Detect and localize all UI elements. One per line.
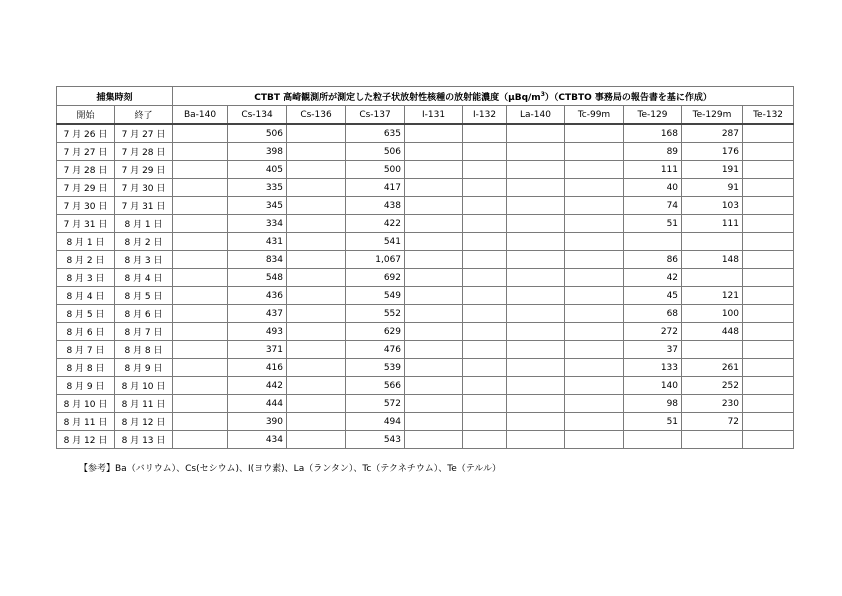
start-date-cell: 7 月 27 日 bbox=[57, 143, 115, 161]
value-cell bbox=[287, 431, 346, 449]
value-cell: 431 bbox=[228, 233, 287, 251]
value-cell: 494 bbox=[346, 413, 405, 431]
value-cell: 51 bbox=[624, 413, 682, 431]
value-cell: 416 bbox=[228, 359, 287, 377]
value-cell: 572 bbox=[346, 395, 405, 413]
value-cell: 422 bbox=[346, 215, 405, 233]
header-row-1 bbox=[57, 87, 794, 106]
value-cell bbox=[173, 305, 228, 323]
end-date-cell: 8 月 12 日 bbox=[115, 413, 173, 431]
value-cell: 140 bbox=[624, 377, 682, 395]
value-cell bbox=[743, 287, 794, 305]
table-row bbox=[57, 305, 794, 323]
table-row bbox=[57, 161, 794, 179]
value-cell bbox=[565, 233, 624, 251]
value-cell bbox=[287, 179, 346, 197]
table-body bbox=[57, 124, 794, 449]
column-header: Cs-137 bbox=[346, 106, 405, 125]
value-cell: 148 bbox=[682, 251, 743, 269]
value-cell bbox=[624, 233, 682, 251]
value-cell bbox=[507, 143, 565, 161]
value-cell bbox=[682, 233, 743, 251]
value-cell bbox=[743, 341, 794, 359]
value-cell: 68 bbox=[624, 305, 682, 323]
value-cell bbox=[405, 233, 463, 251]
value-cell bbox=[507, 197, 565, 215]
value-cell bbox=[507, 251, 565, 269]
value-cell bbox=[287, 161, 346, 179]
value-cell: 405 bbox=[228, 161, 287, 179]
value-cell bbox=[405, 323, 463, 341]
end-date-cell: 8 月 3 日 bbox=[115, 251, 173, 269]
end-date-cell: 8 月 8 日 bbox=[115, 341, 173, 359]
value-cell bbox=[287, 377, 346, 395]
value-cell bbox=[405, 124, 463, 143]
table-row bbox=[57, 377, 794, 395]
value-cell: 168 bbox=[624, 124, 682, 143]
value-cell bbox=[287, 413, 346, 431]
value-cell bbox=[173, 233, 228, 251]
start-date-cell: 8 月 2 日 bbox=[57, 251, 115, 269]
value-cell bbox=[463, 377, 507, 395]
value-cell bbox=[507, 124, 565, 143]
value-cell bbox=[565, 305, 624, 323]
value-cell bbox=[173, 251, 228, 269]
value-cell: 500 bbox=[346, 161, 405, 179]
value-cell: 548 bbox=[228, 269, 287, 287]
end-date-cell: 8 月 6 日 bbox=[115, 305, 173, 323]
value-cell bbox=[287, 143, 346, 161]
value-cell bbox=[507, 341, 565, 359]
value-cell: 287 bbox=[682, 124, 743, 143]
value-cell bbox=[743, 269, 794, 287]
end-header: 終了 bbox=[115, 106, 173, 125]
table-row bbox=[57, 395, 794, 413]
value-cell: 191 bbox=[682, 161, 743, 179]
value-cell bbox=[173, 143, 228, 161]
value-cell bbox=[173, 179, 228, 197]
value-cell: 493 bbox=[228, 323, 287, 341]
value-cell bbox=[565, 197, 624, 215]
reference-note: 【参考】Ba（バリウム）、Cs(セシウム)、I(ヨウ素)、La（ランタン）、Tc（テクネチウム）、Te（テルル） bbox=[79, 464, 502, 474]
start-date-cell: 7 月 26 日 bbox=[57, 124, 115, 143]
value-cell bbox=[565, 377, 624, 395]
value-cell bbox=[463, 431, 507, 449]
value-cell bbox=[287, 269, 346, 287]
value-cell bbox=[173, 287, 228, 305]
value-cell bbox=[287, 251, 346, 269]
start-date-cell: 8 月 12 日 bbox=[57, 431, 115, 449]
value-cell bbox=[405, 395, 463, 413]
value-cell: 111 bbox=[624, 161, 682, 179]
value-cell bbox=[743, 215, 794, 233]
value-cell bbox=[287, 215, 346, 233]
value-cell: 444 bbox=[228, 395, 287, 413]
value-cell: 121 bbox=[682, 287, 743, 305]
value-cell: 133 bbox=[624, 359, 682, 377]
start-date-cell: 8 月 11 日 bbox=[57, 413, 115, 431]
table-row bbox=[57, 179, 794, 197]
value-cell bbox=[743, 431, 794, 449]
value-cell bbox=[173, 323, 228, 341]
value-cell bbox=[743, 251, 794, 269]
value-cell bbox=[173, 377, 228, 395]
value-cell bbox=[405, 359, 463, 377]
start-header: 開始 bbox=[57, 106, 115, 125]
table-row bbox=[57, 215, 794, 233]
value-cell bbox=[287, 197, 346, 215]
value-cell: 230 bbox=[682, 395, 743, 413]
value-cell bbox=[565, 143, 624, 161]
value-cell: 51 bbox=[624, 215, 682, 233]
value-cell bbox=[565, 251, 624, 269]
column-header: Cs-134 bbox=[228, 106, 287, 125]
value-cell bbox=[565, 269, 624, 287]
time-group-header: 捕集時刻 bbox=[57, 87, 173, 106]
value-cell bbox=[173, 161, 228, 179]
radioactivity-table bbox=[56, 86, 794, 449]
value-cell bbox=[743, 124, 794, 143]
value-cell bbox=[463, 143, 507, 161]
table-title: CTBT 高崎観測所が測定した粒子状放射性核種の放射能濃度$(\mu Bq/m^3)(CTBTO$ 事務局の報告書を基に作成） bbox=[173, 87, 794, 106]
value-cell bbox=[173, 395, 228, 413]
value-cell: 541 bbox=[346, 233, 405, 251]
value-cell bbox=[287, 233, 346, 251]
value-cell bbox=[507, 269, 565, 287]
value-cell: 176 bbox=[682, 143, 743, 161]
end-date-cell: 8 月 10 日 bbox=[115, 377, 173, 395]
value-cell bbox=[287, 359, 346, 377]
value-cell bbox=[565, 395, 624, 413]
end-date-cell: 8 月 1 日 bbox=[115, 215, 173, 233]
value-cell: 566 bbox=[346, 377, 405, 395]
value-cell bbox=[405, 413, 463, 431]
value-cell: 252 bbox=[682, 377, 743, 395]
end-date-cell: 8 月 5 日 bbox=[115, 287, 173, 305]
end-date-cell: 7 月 29 日 bbox=[115, 161, 173, 179]
value-cell bbox=[463, 287, 507, 305]
start-date-cell: 8 月 6 日 bbox=[57, 323, 115, 341]
value-cell bbox=[173, 359, 228, 377]
column-header: Te-129 bbox=[624, 106, 682, 125]
value-cell bbox=[463, 233, 507, 251]
value-cell bbox=[173, 197, 228, 215]
value-cell bbox=[565, 124, 624, 143]
value-cell bbox=[565, 161, 624, 179]
start-date-cell: 8 月 9 日 bbox=[57, 377, 115, 395]
end-date-cell: 7 月 30 日 bbox=[115, 179, 173, 197]
value-cell: 1,067 bbox=[346, 251, 405, 269]
value-cell bbox=[173, 341, 228, 359]
value-cell bbox=[463, 359, 507, 377]
value-cell: 111 bbox=[682, 215, 743, 233]
table-row bbox=[57, 197, 794, 215]
value-cell bbox=[743, 161, 794, 179]
value-cell bbox=[463, 179, 507, 197]
value-cell bbox=[743, 359, 794, 377]
value-cell bbox=[287, 124, 346, 143]
column-header: Te-129m bbox=[682, 106, 743, 125]
value-cell: 476 bbox=[346, 341, 405, 359]
table-row bbox=[57, 413, 794, 431]
start-date-cell: 8 月 10 日 bbox=[57, 395, 115, 413]
value-cell bbox=[405, 161, 463, 179]
value-cell bbox=[743, 197, 794, 215]
value-cell: 398 bbox=[228, 143, 287, 161]
value-cell bbox=[405, 341, 463, 359]
value-cell bbox=[507, 431, 565, 449]
start-date-cell: 8 月 8 日 bbox=[57, 359, 115, 377]
value-cell bbox=[743, 377, 794, 395]
table-row bbox=[57, 124, 794, 143]
value-cell bbox=[287, 395, 346, 413]
value-cell: 371 bbox=[228, 341, 287, 359]
value-cell bbox=[405, 251, 463, 269]
value-cell: 442 bbox=[228, 377, 287, 395]
value-cell bbox=[463, 161, 507, 179]
value-cell bbox=[743, 179, 794, 197]
value-cell bbox=[507, 323, 565, 341]
column-header: Te-132 bbox=[743, 106, 794, 125]
value-cell bbox=[463, 323, 507, 341]
value-cell bbox=[405, 215, 463, 233]
end-date-cell: 8 月 4 日 bbox=[115, 269, 173, 287]
value-cell bbox=[173, 413, 228, 431]
start-date-cell: 8 月 3 日 bbox=[57, 269, 115, 287]
value-cell: 91 bbox=[682, 179, 743, 197]
value-cell bbox=[463, 197, 507, 215]
column-header: I-131 bbox=[405, 106, 463, 125]
value-cell: 539 bbox=[346, 359, 405, 377]
end-date-cell: 8 月 9 日 bbox=[115, 359, 173, 377]
value-cell: 438 bbox=[346, 197, 405, 215]
value-cell bbox=[287, 287, 346, 305]
value-cell bbox=[405, 143, 463, 161]
value-cell bbox=[682, 431, 743, 449]
value-cell bbox=[405, 431, 463, 449]
table-row bbox=[57, 359, 794, 377]
table-row bbox=[57, 341, 794, 359]
end-date-cell: 8 月 7 日 bbox=[115, 323, 173, 341]
value-cell: 448 bbox=[682, 323, 743, 341]
value-cell bbox=[682, 341, 743, 359]
value-cell: 543 bbox=[346, 431, 405, 449]
value-cell bbox=[173, 431, 228, 449]
value-cell: 72 bbox=[682, 413, 743, 431]
end-date-cell: 7 月 27 日 bbox=[115, 124, 173, 143]
value-cell bbox=[405, 197, 463, 215]
value-cell bbox=[743, 395, 794, 413]
value-cell: 37 bbox=[624, 341, 682, 359]
value-cell bbox=[405, 179, 463, 197]
value-cell: 552 bbox=[346, 305, 405, 323]
table-row bbox=[57, 287, 794, 305]
value-cell: 834 bbox=[228, 251, 287, 269]
value-cell bbox=[463, 413, 507, 431]
table-row bbox=[57, 233, 794, 251]
end-date-cell: 8 月 11 日 bbox=[115, 395, 173, 413]
value-cell: 261 bbox=[682, 359, 743, 377]
value-cell bbox=[463, 124, 507, 143]
table-row bbox=[57, 251, 794, 269]
value-cell: 40 bbox=[624, 179, 682, 197]
value-cell bbox=[565, 215, 624, 233]
value-cell: 45 bbox=[624, 287, 682, 305]
table-row bbox=[57, 431, 794, 449]
value-cell bbox=[565, 179, 624, 197]
value-cell bbox=[507, 161, 565, 179]
value-cell bbox=[507, 359, 565, 377]
start-date-cell: 7 月 28 日 bbox=[57, 161, 115, 179]
value-cell: 335 bbox=[228, 179, 287, 197]
column-header: Cs-136 bbox=[287, 106, 346, 125]
value-cell: 89 bbox=[624, 143, 682, 161]
value-cell bbox=[565, 431, 624, 449]
value-cell bbox=[287, 323, 346, 341]
start-date-cell: 8 月 5 日 bbox=[57, 305, 115, 323]
value-cell bbox=[173, 215, 228, 233]
value-cell bbox=[287, 341, 346, 359]
value-cell: 506 bbox=[346, 143, 405, 161]
start-date-cell: 7 月 30 日 bbox=[57, 197, 115, 215]
value-cell: 42 bbox=[624, 269, 682, 287]
column-header: Ba-140 bbox=[173, 106, 228, 125]
value-cell bbox=[405, 269, 463, 287]
value-cell bbox=[507, 395, 565, 413]
value-cell: 100 bbox=[682, 305, 743, 323]
start-date-cell: 8 月 4 日 bbox=[57, 287, 115, 305]
value-cell: 434 bbox=[228, 431, 287, 449]
value-cell: 390 bbox=[228, 413, 287, 431]
value-cell: 635 bbox=[346, 124, 405, 143]
value-cell bbox=[743, 233, 794, 251]
value-cell bbox=[405, 287, 463, 305]
value-cell bbox=[405, 305, 463, 323]
start-date-cell: 8 月 7 日 bbox=[57, 341, 115, 359]
value-cell bbox=[682, 269, 743, 287]
value-cell bbox=[463, 341, 507, 359]
table-row bbox=[57, 323, 794, 341]
value-cell: 86 bbox=[624, 251, 682, 269]
end-date-cell: 8 月 2 日 bbox=[115, 233, 173, 251]
column-header: I-132 bbox=[463, 106, 507, 125]
value-cell bbox=[743, 323, 794, 341]
end-date-cell: 7 月 31 日 bbox=[115, 197, 173, 215]
value-cell: 506 bbox=[228, 124, 287, 143]
value-cell bbox=[173, 269, 228, 287]
value-cell: 436 bbox=[228, 287, 287, 305]
value-cell: 334 bbox=[228, 215, 287, 233]
value-cell bbox=[463, 395, 507, 413]
value-cell bbox=[507, 377, 565, 395]
value-cell bbox=[463, 215, 507, 233]
header-row-2 bbox=[57, 106, 794, 125]
value-cell bbox=[565, 341, 624, 359]
value-cell: 437 bbox=[228, 305, 287, 323]
value-cell: 98 bbox=[624, 395, 682, 413]
value-cell bbox=[565, 323, 624, 341]
value-cell bbox=[173, 124, 228, 143]
value-cell bbox=[507, 233, 565, 251]
value-cell: 74 bbox=[624, 197, 682, 215]
value-cell: 103 bbox=[682, 197, 743, 215]
value-cell bbox=[507, 215, 565, 233]
start-date-cell: 7 月 29 日 bbox=[57, 179, 115, 197]
value-cell bbox=[743, 143, 794, 161]
value-cell bbox=[507, 179, 565, 197]
value-cell bbox=[463, 269, 507, 287]
value-cell bbox=[287, 305, 346, 323]
end-date-cell: 7 月 28 日 bbox=[115, 143, 173, 161]
start-date-cell: 7 月 31 日 bbox=[57, 215, 115, 233]
start-date-cell: 8 月 1 日 bbox=[57, 233, 115, 251]
end-date-cell: 8 月 13 日 bbox=[115, 431, 173, 449]
value-cell: 417 bbox=[346, 179, 405, 197]
column-header: La-140 bbox=[507, 106, 565, 125]
value-cell: 692 bbox=[346, 269, 405, 287]
value-cell bbox=[743, 305, 794, 323]
table-row bbox=[57, 143, 794, 161]
table-row bbox=[57, 269, 794, 287]
value-cell bbox=[624, 431, 682, 449]
value-cell: 345 bbox=[228, 197, 287, 215]
value-cell: 272 bbox=[624, 323, 682, 341]
column-header: Tc-99m bbox=[565, 106, 624, 125]
value-cell: 549 bbox=[346, 287, 405, 305]
value-cell bbox=[463, 251, 507, 269]
value-cell bbox=[507, 305, 565, 323]
value-cell bbox=[507, 413, 565, 431]
value-cell bbox=[565, 413, 624, 431]
value-cell bbox=[405, 377, 463, 395]
value-cell bbox=[565, 359, 624, 377]
value-cell bbox=[743, 413, 794, 431]
value-cell bbox=[463, 305, 507, 323]
value-cell bbox=[507, 287, 565, 305]
value-cell bbox=[565, 287, 624, 305]
value-cell: 629 bbox=[346, 323, 405, 341]
